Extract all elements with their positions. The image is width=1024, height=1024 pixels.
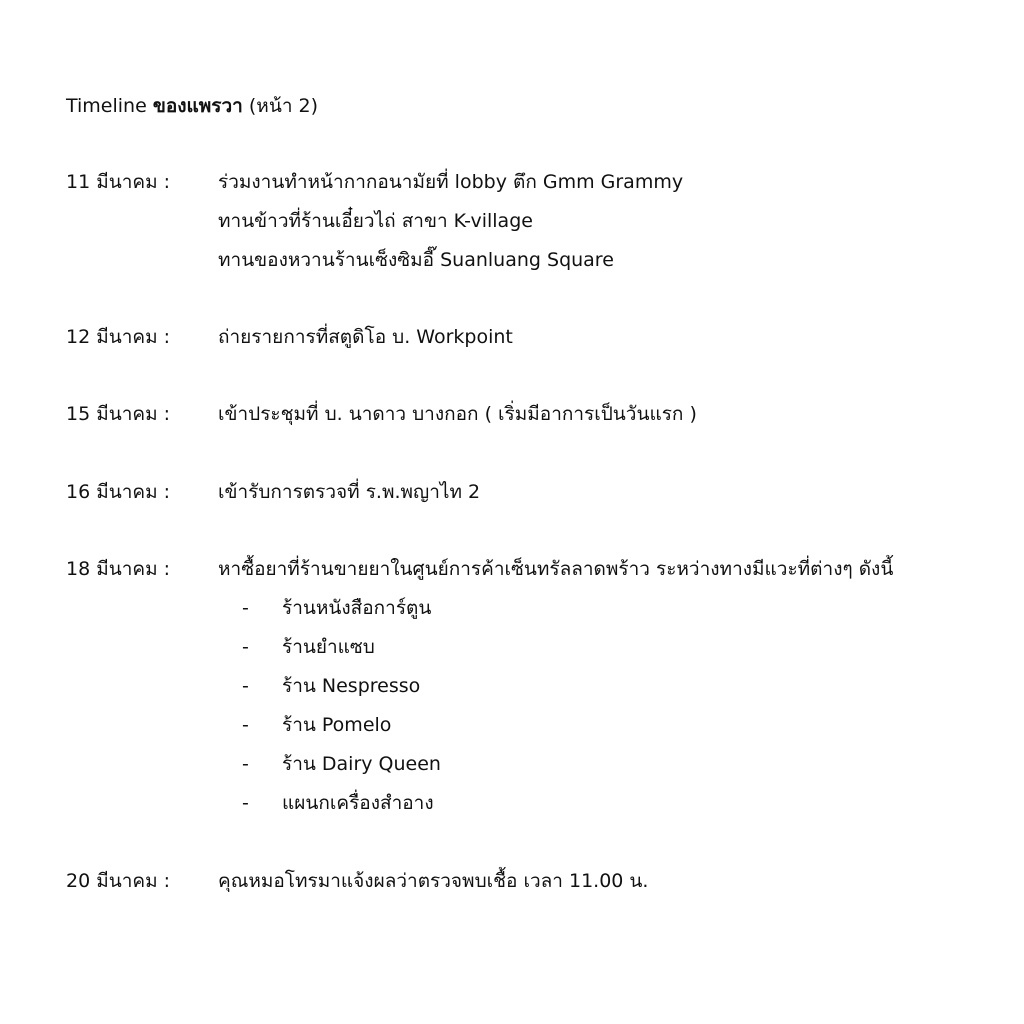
entry-line: ถ่ายรายการที่สตูดิโอ บ. Workpoint bbox=[218, 326, 513, 348]
entry-lines bbox=[218, 395, 697, 434]
entry-line: ร่วมงานทำหน้ากากอนามัยที่ lobby ตึก Gmm Grammy bbox=[218, 171, 684, 193]
entry-date: 12 มีนาคม : bbox=[66, 326, 171, 348]
dash-bullet: - bbox=[242, 792, 249, 814]
entry-lines bbox=[218, 163, 683, 280]
dash-bullet: - bbox=[242, 714, 249, 736]
title-prefix: Timeline bbox=[66, 95, 147, 117]
entry-line: หาซื้อยาที่ร้านขายยาในศูนย์การค้าเซ็นทรัลลาดพร้าว ระหว่างทางมีแวะที่ต่างๆ ดังนี้ bbox=[218, 558, 894, 580]
entry-date: 16 มีนาคม : bbox=[66, 481, 171, 503]
entry-lines bbox=[218, 318, 513, 357]
page-title bbox=[66, 90, 318, 122]
title-page-number: (หน้า 2) bbox=[248, 95, 319, 117]
entry-date: 18 มีนาคม : bbox=[66, 558, 171, 580]
entry-line: ทานของหวานร้านเซ็งซิมอี๊ Suanluang Square bbox=[218, 249, 614, 271]
list-item-text: ร้านยำแซบ bbox=[282, 636, 375, 658]
entry-lines bbox=[218, 550, 893, 589]
entry-lines bbox=[218, 473, 480, 512]
entry-date: 20 มีนาคม : bbox=[66, 870, 171, 892]
entry-date: 11 มีนาคม : bbox=[66, 171, 171, 193]
dash-bullet: - bbox=[242, 675, 249, 697]
entry-line: คุณหมอโทรมาแจ้งผลว่าตรวจพบเชื้อ เวลา 11.00 น. bbox=[218, 870, 649, 892]
entry-date: 15 มีนาคม : bbox=[66, 403, 171, 425]
list-item-text: ร้าน Nespresso bbox=[282, 675, 421, 697]
entry-line: เข้ารับการตรวจที่ ร.พ.พญาไท 2 bbox=[218, 481, 481, 503]
list-item-text: ร้าน Pomelo bbox=[282, 714, 392, 736]
entry-line: ทานข้าวที่ร้านเอี๋ยวไถ่ สาขา K-village bbox=[218, 210, 533, 232]
title-name: ของแพรวา bbox=[152, 95, 243, 117]
dash-bullet: - bbox=[242, 636, 249, 658]
entry-lines bbox=[218, 862, 648, 901]
list-item-text: ร้าน Dairy Queen bbox=[282, 753, 441, 775]
entry-line: เข้าประชุมที่ บ. นาดาว บางกอก ( เริ่มมีอาการเป็นวันแรก ) bbox=[218, 403, 697, 425]
dash-bullet: - bbox=[242, 753, 249, 775]
list-item-text: แผนกเครื่องสำอาง bbox=[282, 792, 434, 814]
dash-bullet: - bbox=[242, 597, 249, 619]
list-item-text: ร้านหนังสือการ์ตูน bbox=[282, 597, 432, 619]
